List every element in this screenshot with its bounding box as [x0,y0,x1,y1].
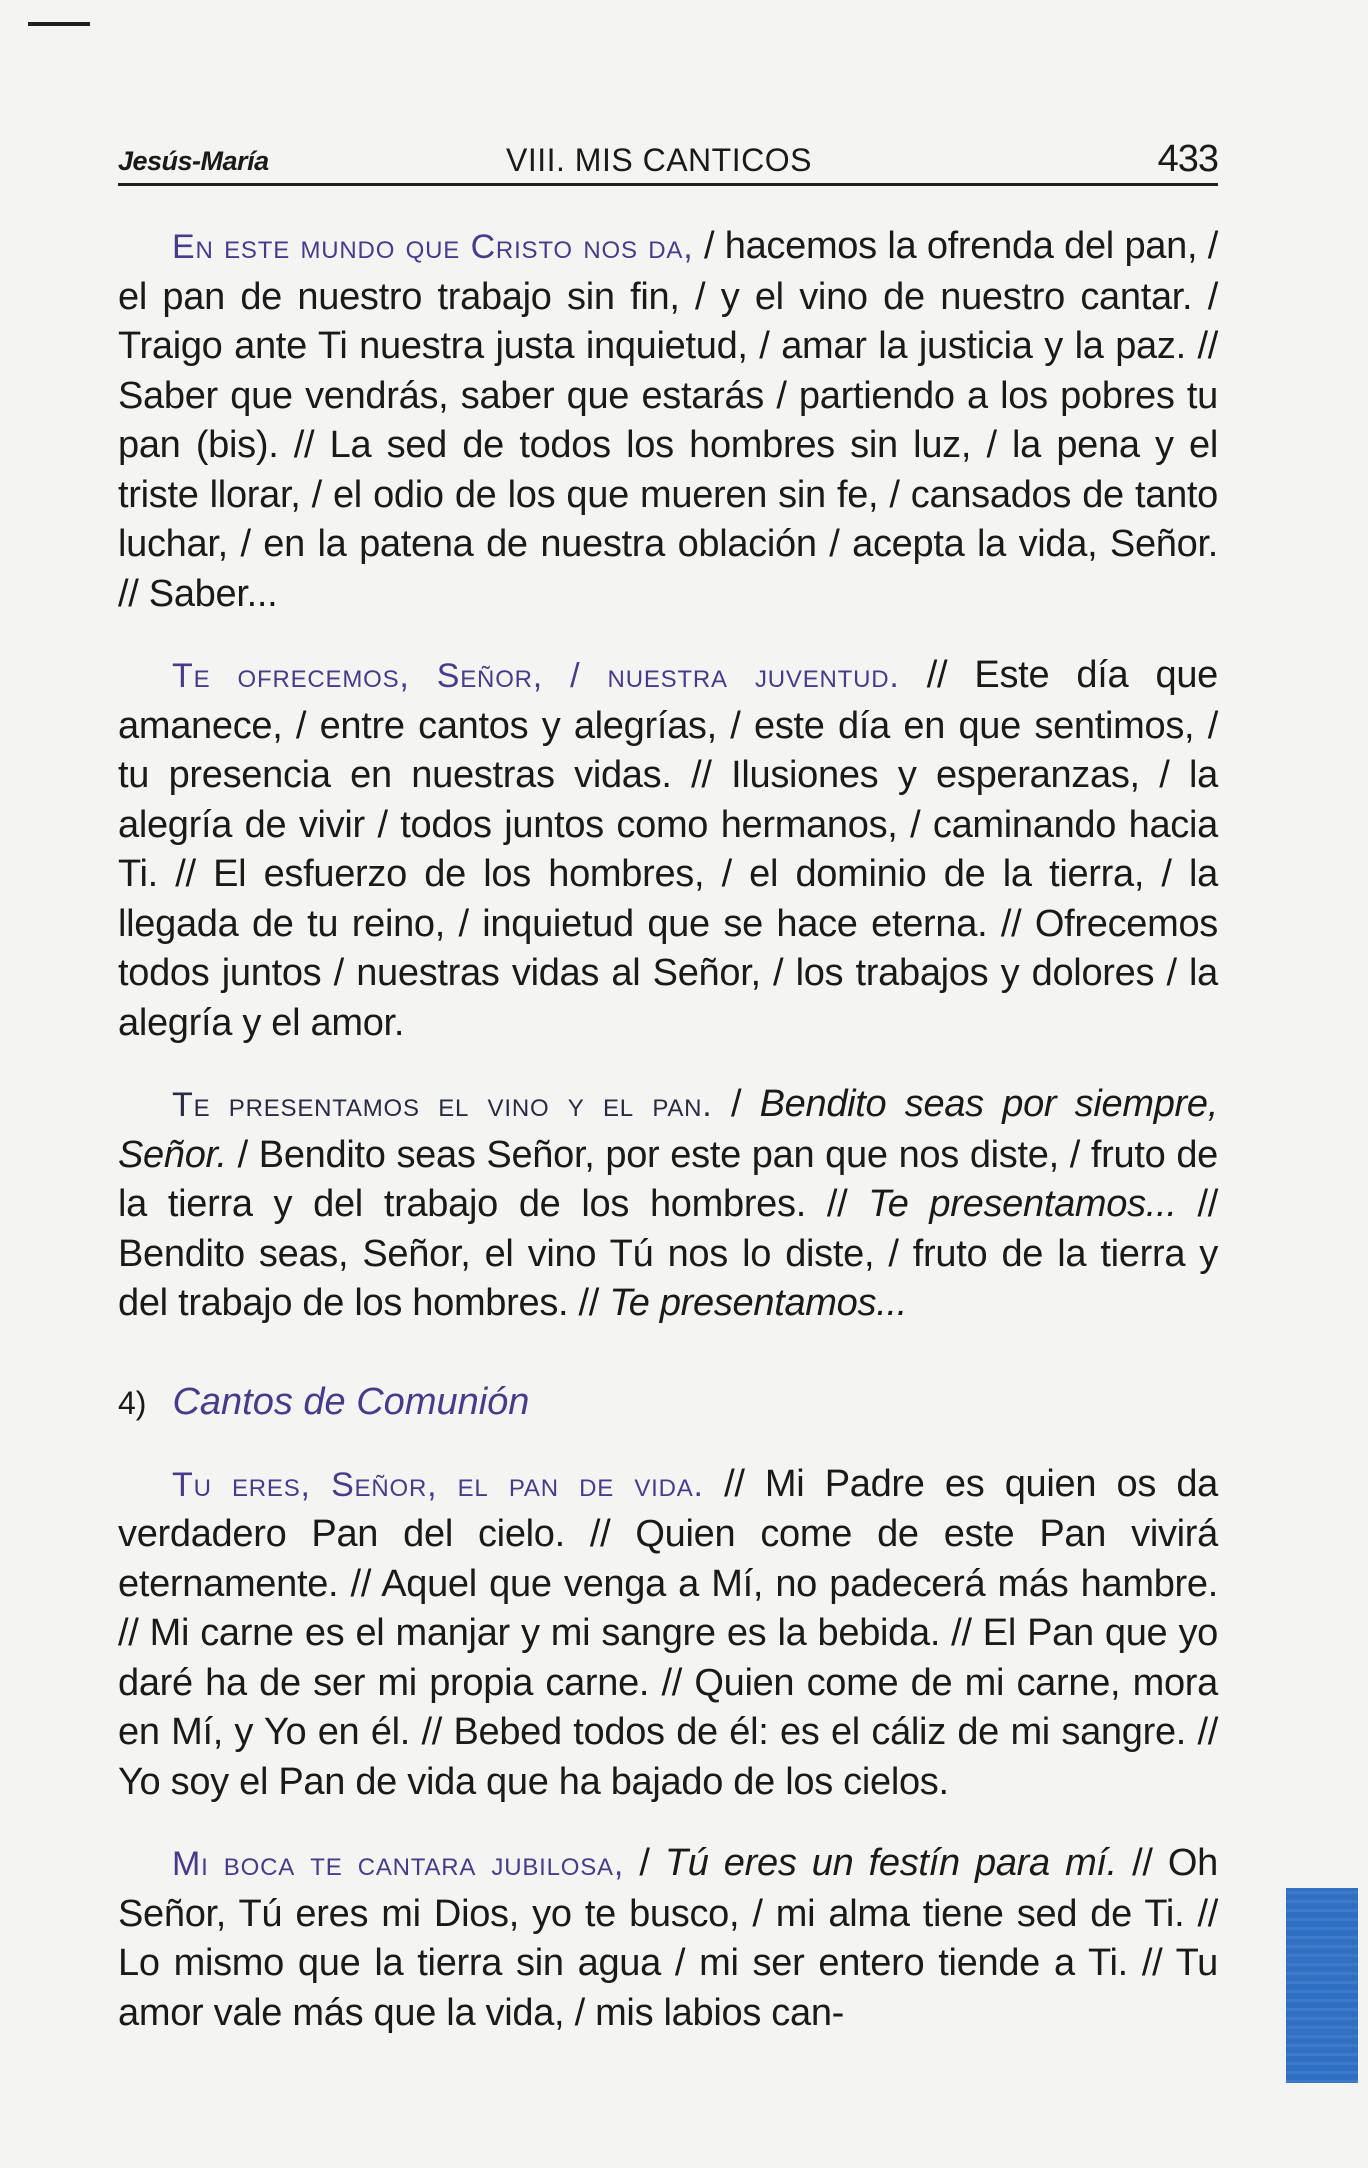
header-rule [118,183,1218,186]
corner-mark [28,22,90,26]
song-text: // Mi Padre es quien os da verdadero Pan del cielo. // Quien come de este Pan vivirá eternamente. // Aquel que venga a Mí, no padecerá más hambre. // Mi carne es el manjar y mi sangre es la bebida. // El Pan que yo daré ha de ser mi propia carne. // Quien come de mi carne, mora en Mí, y Yo en él. // Bebed todos de él: es el cáliz de mi sangre. // Yo soy el Pan de vida que ha bajado de los cielos. [118,1462,1218,1803]
song-tu-eres-senor [118,1460,1218,1808]
song-refrain: Te presentamos... [609,1282,907,1324]
song-te-presentamos [118,1080,1218,1329]
running-head-chapter: VIII. MIS CANTICOS [506,142,812,178]
song-text: / Bendito seas Señor, por este pan que nos diste, / fruto de la tierra y del trabajo de los hombres. // [118,1133,1218,1225]
song-refrain: Bendito seas por siempre, Señor. [118,1083,1218,1176]
page-body [118,222,1218,2070]
song-text: // Oh Señor, Tú eres mi Dios, yo te busco, / mi alma tiene sed de Ti. // Lo mismo que la tierra sin agua / mi ser entero tiende a Ti. // Tu amor vale más que la vida, / mis labios can- [118,1842,1219,2034]
section-title: Cantos de Comunión [172,1380,530,1423]
running-head-left: Jesús-María [118,146,269,176]
song-en-este-mundo [118,222,1218,619]
song-text: // Este día que amanece, / entre cantos y alegrías, / este día en que sentimos, / tu presencia en nuestras vidas. // Ilusiones y esperanzas, / la alegría de vivir / todos juntos como hermanos, / caminando hacia Ti. // El esfuerzo de los hombres, / el dominio de la tierra, / la llegada de tu reino, / inquietud que se hace eterna. // Ofrecemos todos juntos / nuestras vidas al Señor, / los trabajos y dolores / la alegría y el amor. [118,654,1218,1044]
thumb-index-tab [1286,1888,1358,2083]
page-header [118,138,1218,186]
song-incipit: Te presentamos el vino y el pan. [172,1086,713,1124]
song-text: / [712,1083,760,1125]
song-text: // Bendito seas, Señor, el vino Tú nos lo diste, / fruto de la tierra y del trabajo de los hombres. // [118,1183,1218,1324]
song-incipit: Mi boca te cantara jubilosa, [172,1845,625,1883]
song-incipit: Te ofrecemos, Señor, / nuestra juventud. [172,657,900,695]
song-te-ofrecemos [118,651,1218,1048]
song-text: / [624,1842,665,1884]
song-refrain: Tú eres un festín para mí. [664,1842,1117,1884]
song-incipit: Tu eres, Señor, el pan de vida. [172,1465,704,1504]
page-number: 433 [1157,138,1218,180]
section-heading [118,1377,1218,1428]
song-mi-boca [118,1839,1218,2038]
section-number: 4) [118,1384,147,1421]
song-text: / hacemos la ofrenda del pan, / el pan de nuestro trabajo sin fin, / y el vino de nuestro cantar. / Traigo ante Ti nuestra justa inquietud, / amar la justicia y la paz. // Saber que vendrás, saber que estarás / partiendo a los pobres tu pan (bis). // La sed de todos los hombres sin luz, / la pena y el triste llorar, / el odio de los que mueren sin fe, / cansados de tanto luchar, / en la patena de nuestra oblación / acepta la vida, Señor. // Saber... [118,225,1219,615]
song-refrain: Te presentamos... [868,1183,1177,1225]
song-incipit: En este mundo que Cristo nos da, [172,228,694,266]
